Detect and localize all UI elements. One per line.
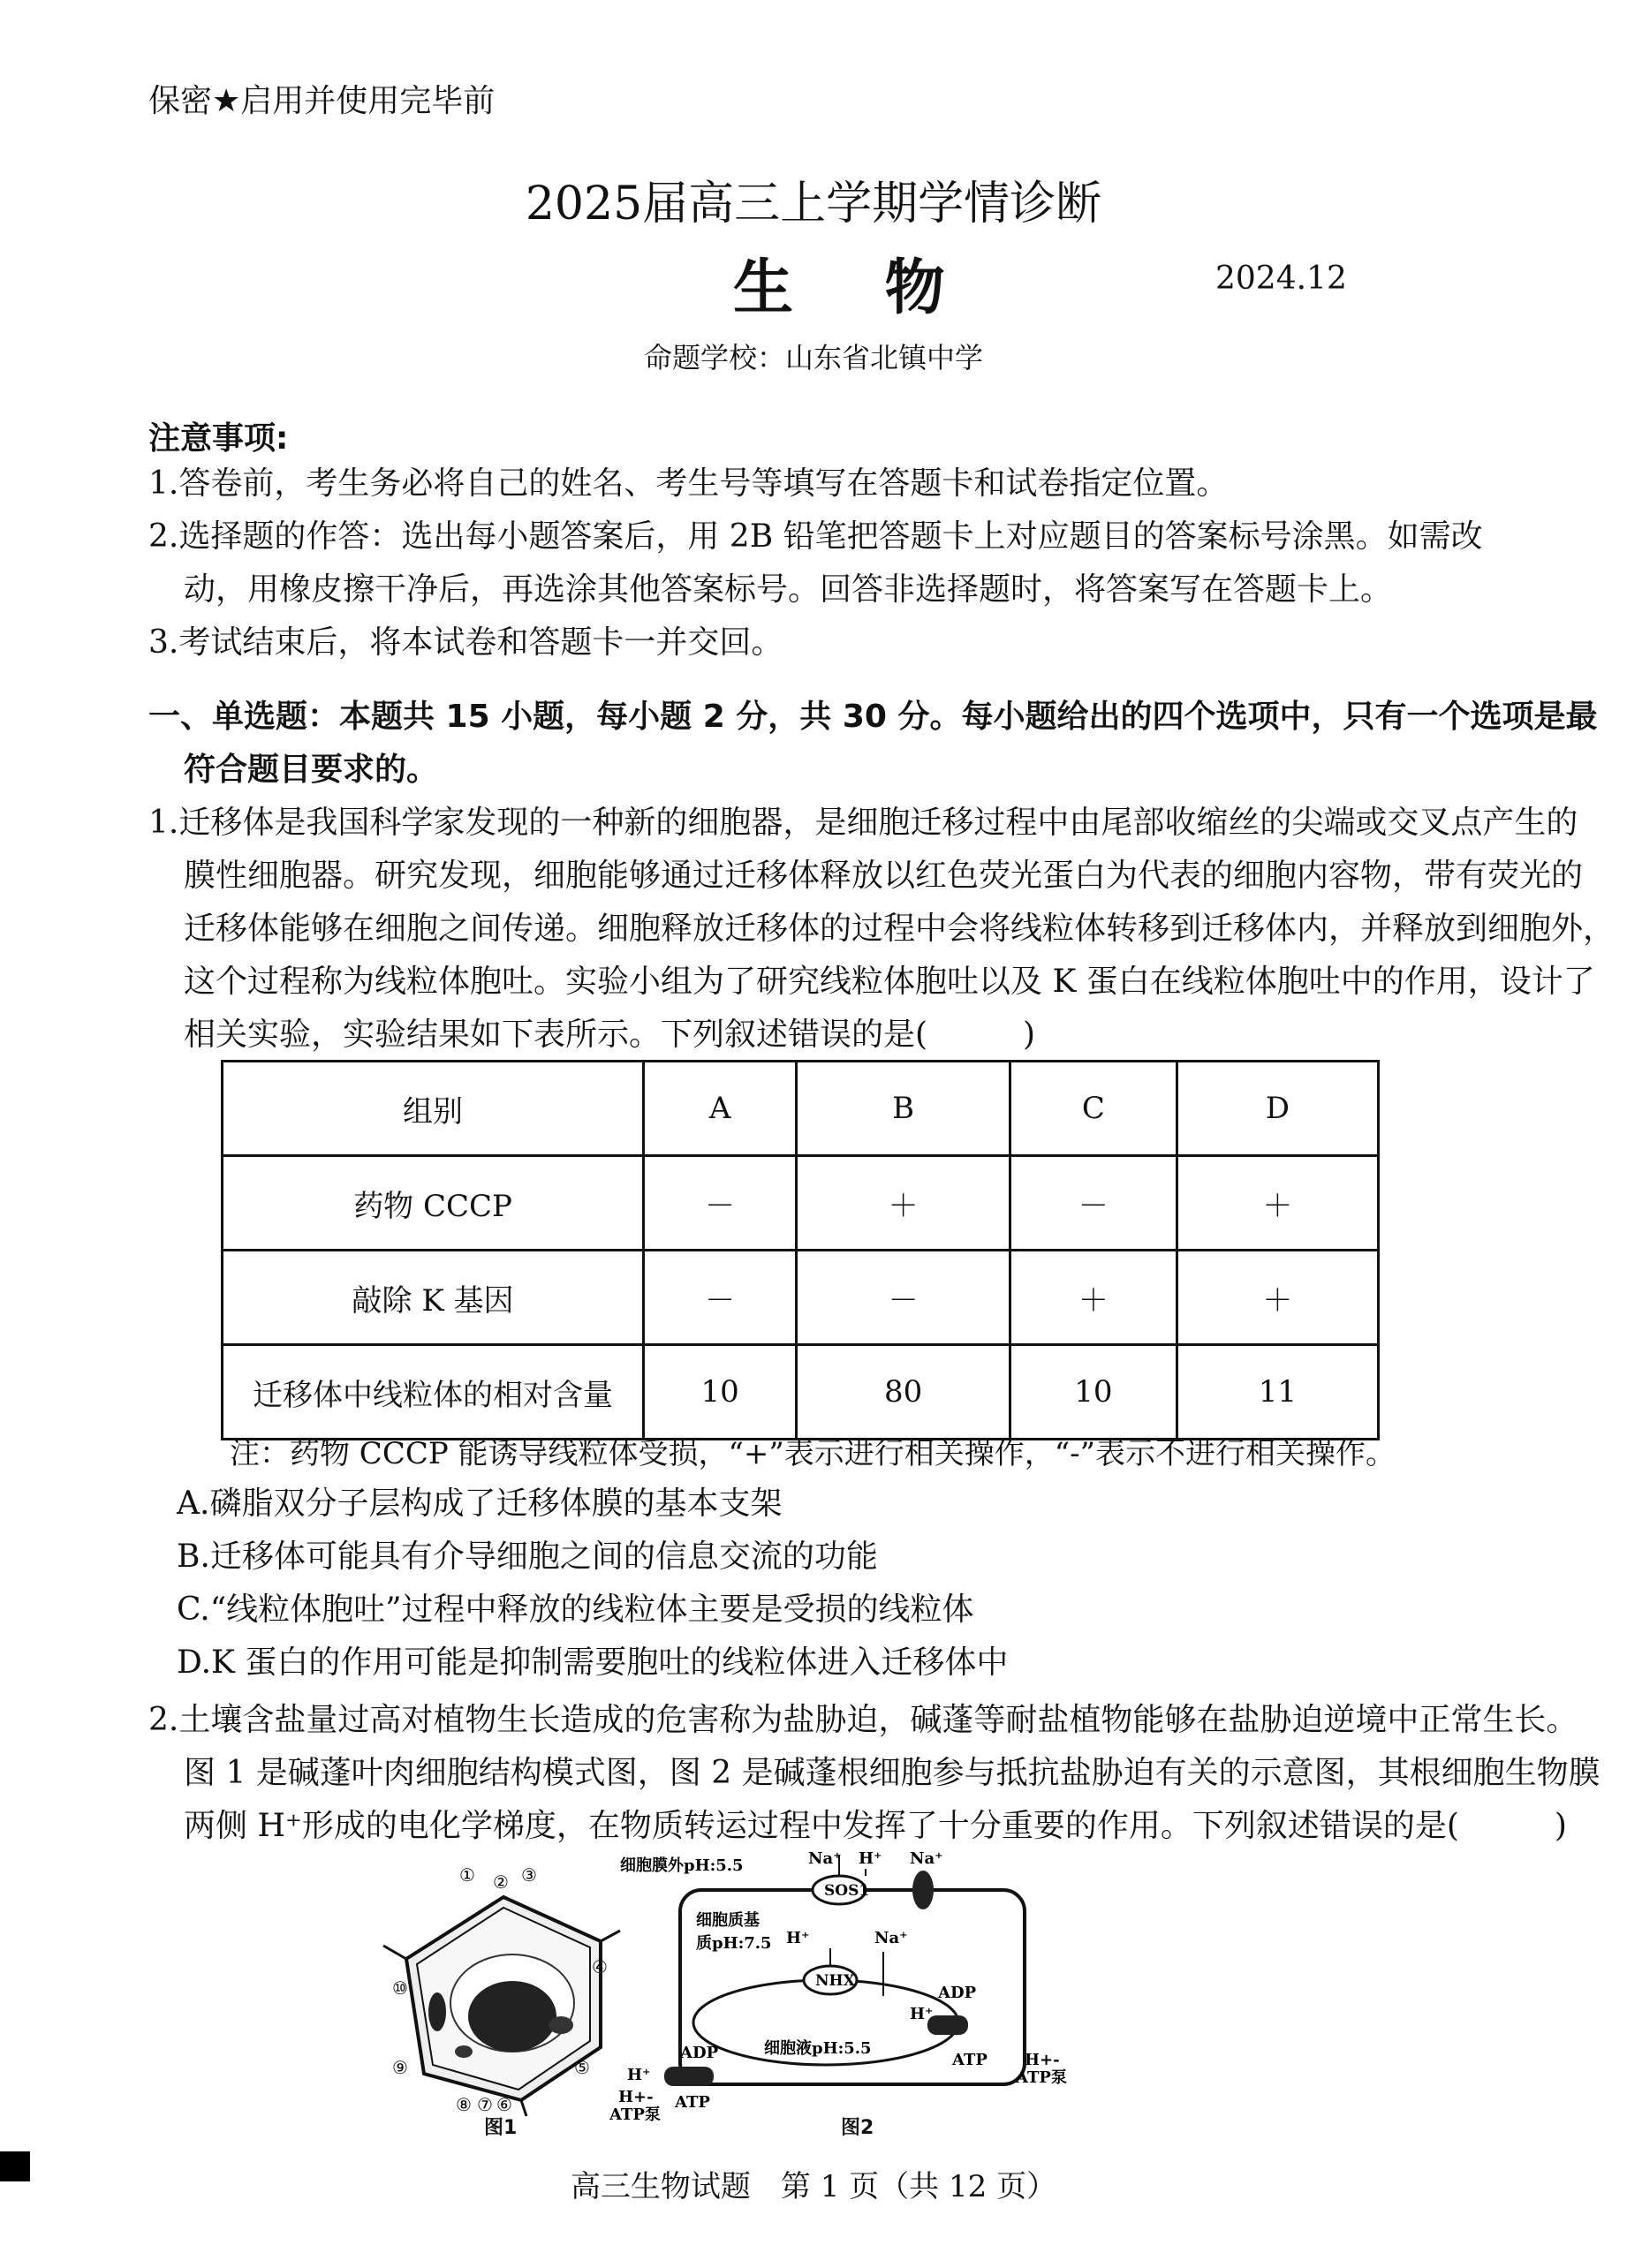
table-cell: － — [644, 1251, 797, 1345]
label-1: ① — [459, 1864, 475, 1886]
q1-line: 膜性细胞器。研究发现，细胞能够通过迁移体释放以红色荧光蛋白为代表的细胞内容物，带有荧光的 — [184, 858, 1584, 894]
table-cell: － — [1010, 1156, 1177, 1251]
confidential-label: 保密★启用并使用完毕前 — [148, 83, 496, 119]
results-table — [221, 1060, 1380, 1440]
pump-label: H+- — [1025, 2051, 1060, 2069]
adp-label: ADP — [680, 2044, 719, 2062]
exam-date: 2024.12 — [1215, 261, 1347, 297]
label-6: ⑥ — [496, 2094, 512, 2115]
cytoplasm-ph-label: 细胞质基 — [696, 1911, 760, 1930]
h-label: H⁺ — [910, 2005, 934, 2023]
adp-label: ADP — [938, 1984, 977, 2002]
page-footer: 高三生物试题 第 1 页（共 12 页） — [570, 2169, 1057, 2204]
vacuole-atp-pump — [927, 2015, 968, 2035]
chloroplast — [428, 1992, 446, 2031]
table-cell: － — [644, 1156, 797, 1251]
table-cell: ＋ — [1010, 1251, 1177, 1345]
notice-item: 1.答卷前，考生务必将自己的姓名、考生号等填写在答题卡和试卷指定位置。 — [148, 465, 1229, 502]
table-row — [223, 1251, 1379, 1345]
sos1-label: SOS1 — [824, 1882, 870, 1900]
table-cell: ＋ — [1177, 1251, 1378, 1345]
na-label: Na⁺ — [808, 1849, 842, 1868]
figure-2-caption: 图2 — [841, 2117, 874, 2139]
table-cell: 10 — [1010, 1345, 1177, 1440]
figure-1-cell-diagram — [380, 1862, 627, 2118]
q1-option-d: D.K 蛋白的作用可能是抑制需要胞吐的线粒体进入迁移体中 — [177, 1644, 1009, 1681]
nucleus — [468, 1981, 556, 2052]
atp-label: ATP — [952, 2051, 988, 2069]
cytoplasm-ph-label: 质pH:7.5 — [696, 1934, 772, 1953]
table-cell: ＋ — [1177, 1156, 1378, 1251]
vacuole-ph-label: 细胞液pH:5.5 — [764, 2039, 872, 2058]
table-header-cell: A — [644, 1062, 797, 1156]
figure-1-caption: 图1 — [484, 2117, 518, 2139]
h-label: H⁺ — [627, 2066, 651, 2084]
na-channel — [912, 1871, 934, 1909]
pump-label: H+- — [618, 2088, 654, 2106]
table-header-row — [223, 1062, 1379, 1156]
q1-line: 1.迁移体是我国科学家发现的一种新的细胞器，是细胞迁移过程中由尾部收缩丝的尖端或交叉点产生的 — [148, 805, 1578, 841]
q1-option-a: A.磷脂双分子层构成了迁移体膜的基本支架 — [177, 1486, 783, 1522]
table-cell: 药物 CCCP — [223, 1156, 644, 1251]
q1-option-b: B.迁移体可能具有介导细胞之间的信息交流的功能 — [177, 1538, 878, 1575]
q2-line: 2.土壤含盐量过高对植物生长造成的危害称为盐胁迫，碱蓬等耐盐植物能够在盐胁迫逆境中正常生长。 — [148, 1702, 1578, 1738]
mitochondrion — [455, 2045, 473, 2058]
na-label: Na⁺ — [910, 1849, 943, 1868]
label-7: ⑦ — [477, 2094, 493, 2115]
na-label: Na⁺ — [874, 1929, 908, 1947]
plasmodesma — [521, 2100, 526, 2116]
table-row — [223, 1345, 1379, 1440]
q2-line: 两侧 H⁺形成的电化学梯度，在物质转运过程中发挥了十分重要的作用。下列叙述错误的是( ) — [184, 1808, 1567, 1844]
table-header-cell: B — [797, 1062, 1010, 1156]
table-cell: － — [797, 1251, 1010, 1345]
outside-ph-label: 细胞膜外pH:5.5 — [620, 1856, 744, 1875]
label-8: ⑧ — [456, 2094, 472, 2115]
label-3: ③ — [521, 1864, 537, 1886]
label-4: ④ — [592, 1956, 608, 1977]
q2-line: 图 1 是碱蓬叶肉细胞结构模式图，图 2 是碱蓬根细胞参与抵抗盐胁迫有关的示意图，其根细胞生物膜 — [184, 1755, 1601, 1791]
notice-item: 动，用橡皮擦干净后，再选涂其他答案标号。回答非选择题时，将答案写在答题卡上。 — [184, 571, 1393, 608]
nhx-label: NHX — [815, 1972, 855, 1990]
table-cell: ＋ — [797, 1156, 1010, 1251]
label-10: ⑩ — [392, 1977, 408, 1999]
school-line: 命题学校：山东省北镇中学 — [643, 341, 983, 374]
section-heading-cont: 符合题目要求的。 — [184, 752, 439, 788]
plasmodesma — [383, 1946, 406, 1959]
label-9: ⑨ — [392, 2057, 408, 2078]
table-cell: 迁移体中线粒体的相对含量 — [223, 1345, 644, 1440]
q1-line: 迁移体能够在细胞之间传递。细胞释放迁移体的过程中会将线粒体转移到迁移体内，并释放到细胞外， — [184, 911, 1616, 947]
table-cell: 80 — [797, 1345, 1010, 1440]
q1-option-c: C.“线粒体胞吐”过程中释放的线粒体主要是受损的线粒体 — [177, 1591, 974, 1628]
pump-label: ATP泵 — [609, 2105, 661, 2124]
h-label: H⁺ — [859, 1849, 882, 1868]
pump-label: ATP泵 — [1016, 2068, 1067, 2087]
table-cell: 11 — [1177, 1345, 1378, 1440]
h-label: H⁺ — [786, 1929, 810, 1947]
label-5: ⑤ — [574, 2057, 590, 2078]
table-header-cell: 组别 — [223, 1062, 644, 1156]
table-row — [223, 1156, 1379, 1251]
subject-title: 生 物 — [733, 253, 980, 323]
table-header-cell: D — [1177, 1062, 1378, 1156]
table-cell: 敲除 K 基因 — [223, 1251, 644, 1345]
section-heading: 一、单选题：本题共 15 小题，每小题 2 分，共 30 分。每小题给出的四个选项中，只有一个选项是最 — [148, 699, 1598, 735]
atp-label: ATP — [675, 2093, 710, 2112]
table-cell: 10 — [644, 1345, 797, 1440]
table-header-cell: C — [1010, 1062, 1177, 1156]
notice-item: 2.选择题的作答：选出每小题答案后，用 2B 铅笔把答题卡上对应题目的答案标号涂黑。如需改 — [148, 518, 1483, 555]
membrane-atp-pump — [664, 2067, 714, 2086]
q1-line: 这个过程称为线粒体胞吐。实验小组为了研究线粒体胞吐以及 K 蛋白在线粒体胞吐中的作用，设计了 — [184, 964, 1595, 1000]
notice-heading: 注意事项: — [148, 420, 289, 457]
table-note: 注：药物 CCCP 能诱导线粒体受损，“+”表示进行相关操作，“-”表示不进行相关操作。 — [230, 1436, 1396, 1471]
chloroplast — [549, 2016, 573, 2034]
figure-2-transport-diagram — [609, 1846, 1104, 2137]
q1-line: 相关实验，实验结果如下表所示。下列叙述错误的是( ) — [184, 1017, 1036, 1053]
exam-title: 2025届高三上学期学情诊断 — [525, 178, 1102, 231]
label-2: ② — [493, 1871, 509, 1893]
notice-item: 3.考试结束后，将本试卷和答题卡一并交回。 — [148, 624, 783, 661]
